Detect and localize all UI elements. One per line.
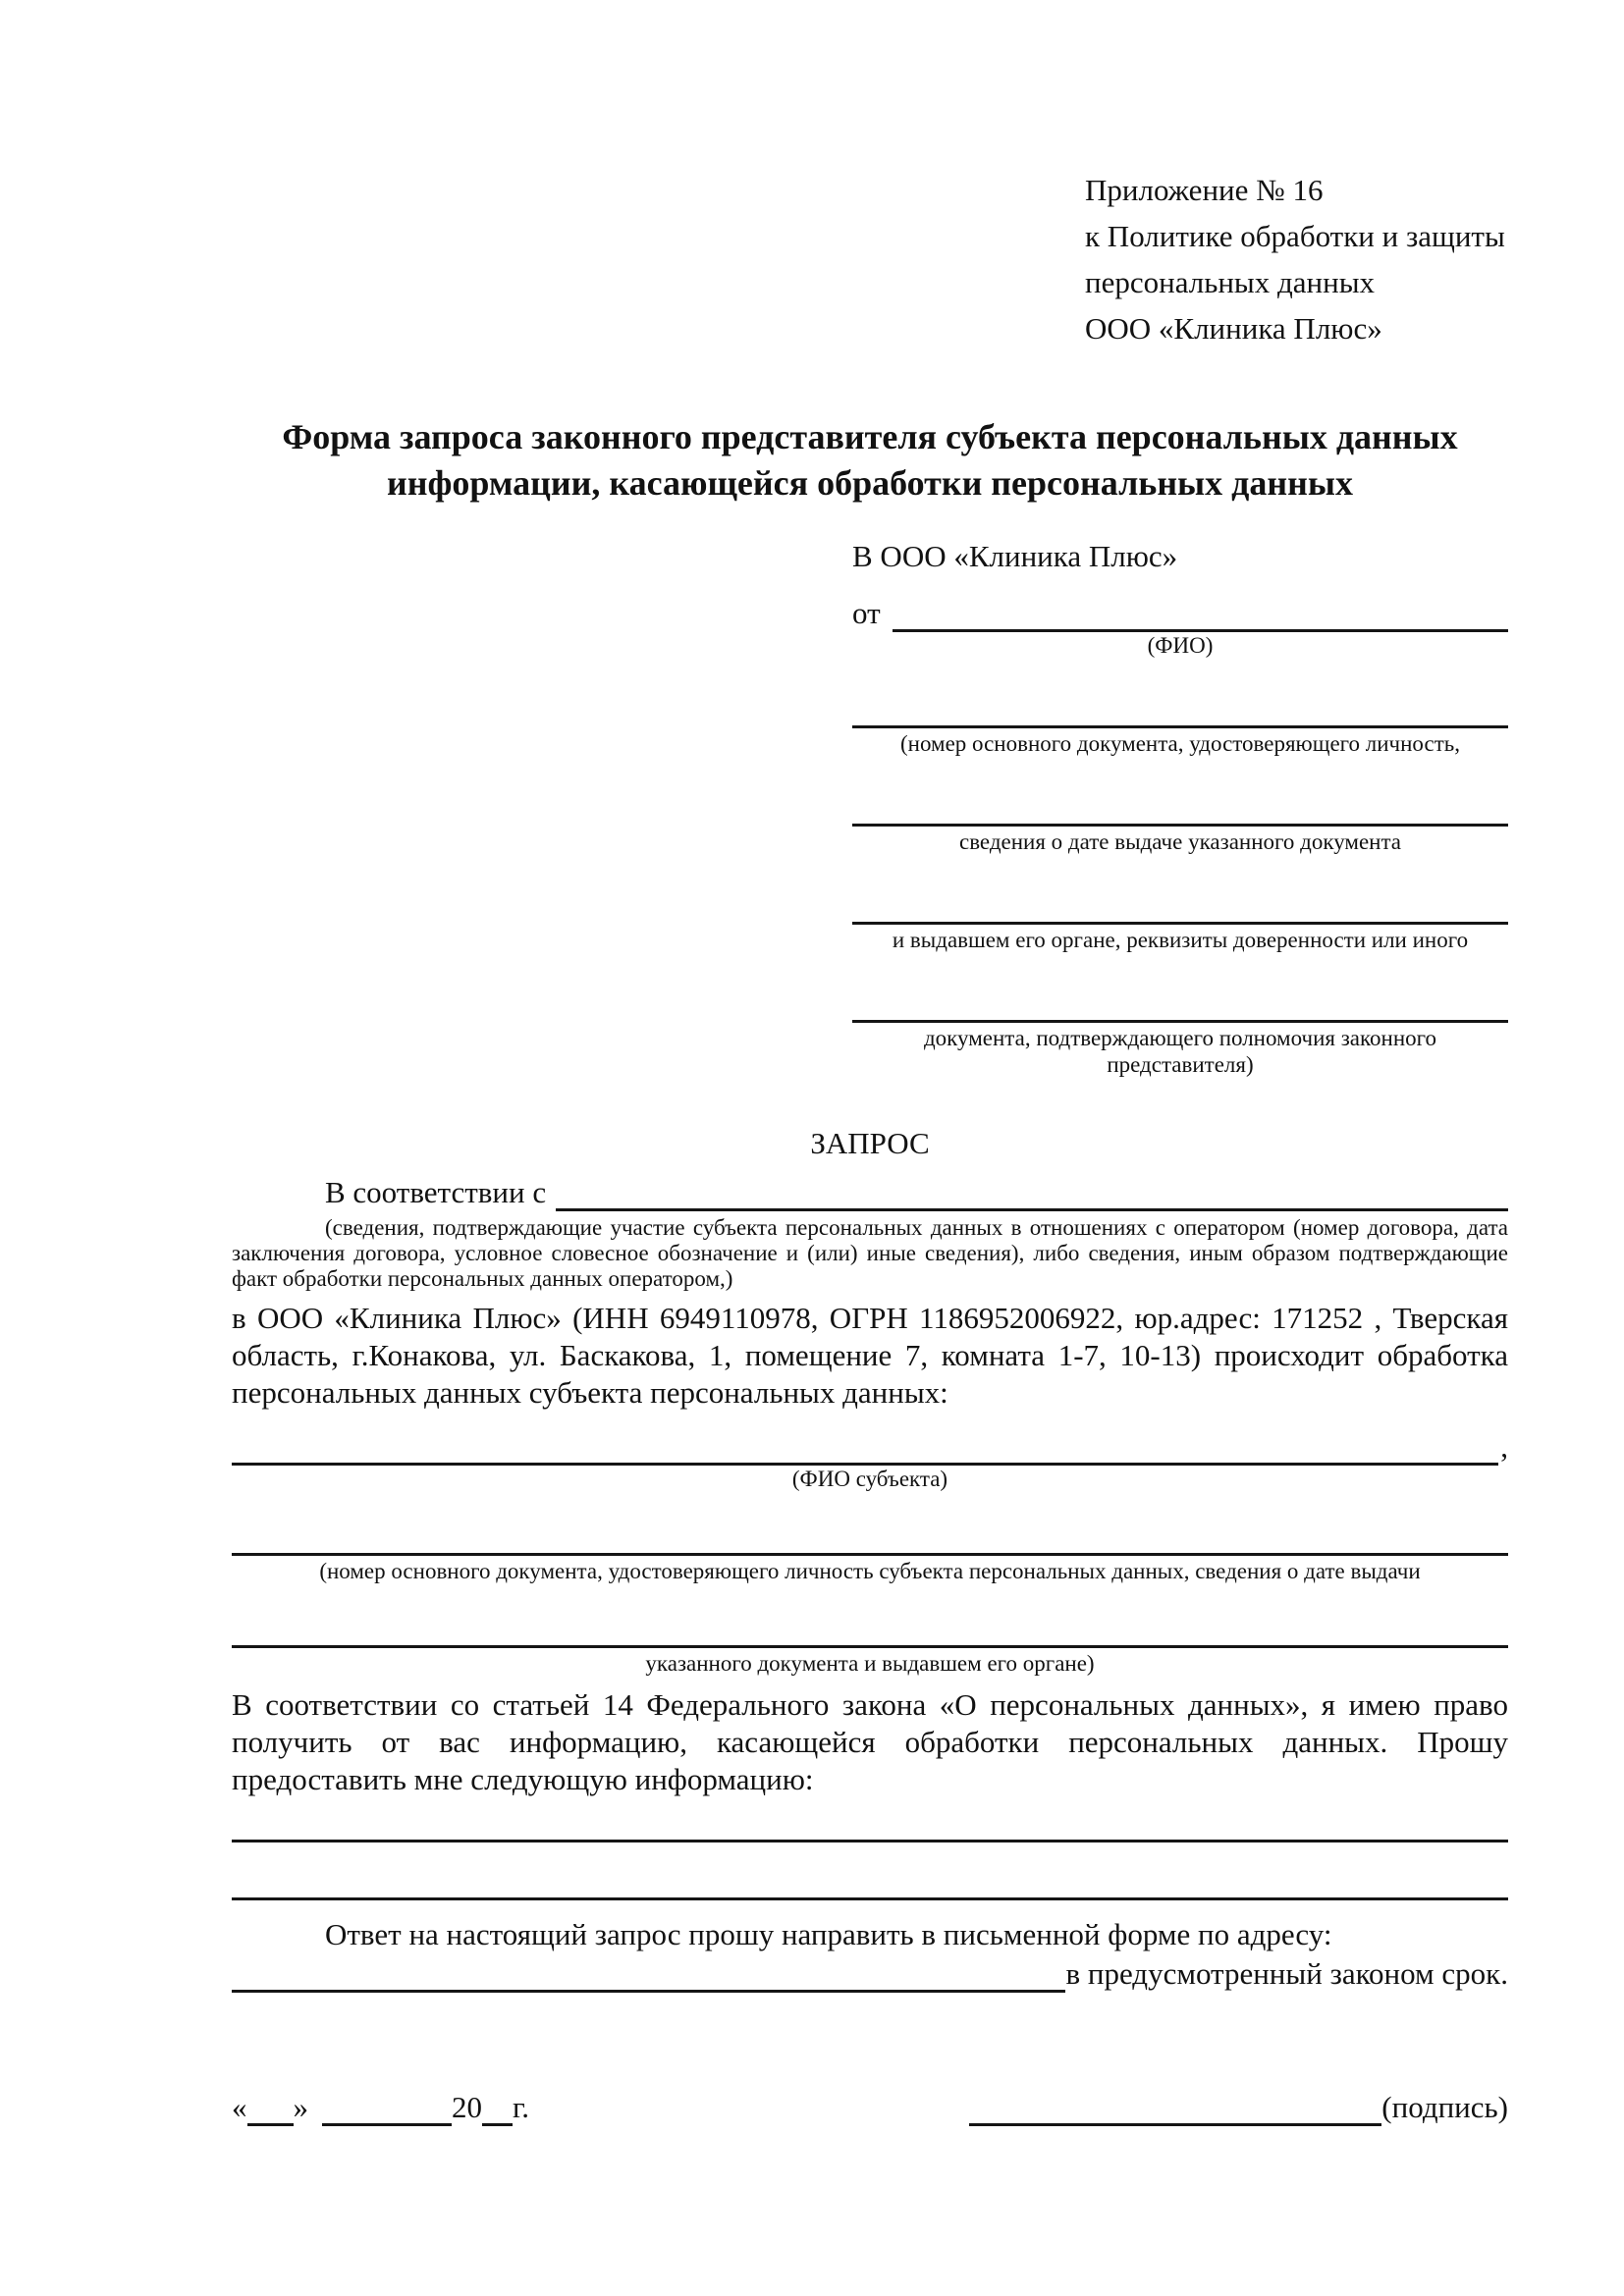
- intro-label: В соответствии с: [325, 1175, 547, 1209]
- reply-tail: в предусмотренный законом срок.: [1065, 1956, 1508, 1991]
- basis-field[interactable]: [556, 1175, 1508, 1211]
- fio-field[interactable]: [893, 590, 1508, 632]
- subject-doc-caption: (номер основного документа, удостоверяющего личность субъекта персональных данных, сведения о дате выдачи: [319, 1559, 1421, 1583]
- addressee-to: В ООО «Клиника Плюс»: [852, 539, 1178, 573]
- doc-number-caption: (номер основного документа, удостоверяющего личность,: [899, 731, 1460, 756]
- doc-power-caption: документа, подтверждающего полномочия законного представителя): [923, 1026, 1436, 1077]
- subject-doc-authority-field[interactable]: [232, 1610, 1508, 1648]
- signature-row: [969, 2089, 1508, 2126]
- reply-address-row: [232, 1955, 1508, 1993]
- subject-fio-caption: (ФИО субъекта): [791, 1467, 948, 1491]
- appendix-header: [1085, 167, 1508, 351]
- from-row: [852, 577, 1508, 632]
- representative-doc-field: [852, 855, 1508, 953]
- from-label: от: [852, 596, 881, 630]
- quote-open: «: [232, 2090, 247, 2124]
- subject-fio-comma: ,: [1500, 1429, 1508, 1464]
- representative-doc-field: [852, 659, 1508, 757]
- date-day-blank[interactable]: [247, 2094, 294, 2126]
- doc-number-field[interactable]: [852, 688, 1508, 728]
- date-year-blank[interactable]: [482, 2094, 513, 2126]
- quote-close: »: [293, 2090, 308, 2124]
- representative-doc-field: [852, 953, 1508, 1078]
- fio-caption: (ФИО): [1147, 633, 1214, 658]
- appendix-line: к Политике обработки и защиты: [1085, 219, 1505, 253]
- footer-row: [232, 2089, 1508, 2126]
- subject-fio-field[interactable]: [232, 1427, 1498, 1466]
- reply-paragraph: Ответ на настоящий запрос прошу направить в письменной форме по адресу:: [325, 1917, 1332, 1951]
- intro-row: [232, 1174, 1508, 1211]
- reply-address-field[interactable]: [232, 1956, 1065, 1993]
- subject-doc-field: [232, 1584, 1508, 1677]
- appendix-line: персональных данных: [1085, 265, 1376, 299]
- representative-doc-field: [852, 757, 1508, 855]
- subject-fio-row: [232, 1427, 1508, 1466]
- doc-power-field[interactable]: [852, 983, 1508, 1023]
- info-blank-line[interactable]: [232, 1840, 1508, 1842]
- operator-paragraph: в ООО «Клиника Плюс» (ИНН 6949110978, ОГРН 1186952006922, юр.адрес: 171252 , Тверская область, г.Конакова, ул. Баскакова, 1, помещение 7, комната 1-7, 10-13) происходит обработка персональных данных субъекта персональных данных:: [232, 1301, 1508, 1410]
- signature-caption: (подпись): [1381, 2090, 1508, 2124]
- doc-authority-field[interactable]: [852, 884, 1508, 925]
- date-month-blank[interactable]: [322, 2094, 452, 2126]
- subject-doc-authority-caption: указанного документа и выдавшем его органе): [645, 1651, 1095, 1676]
- intro-note: (сведения, подтверждающие участие субъекта персональных данных в отношениях с оператором (номер договора, дата заключения договора, условное словесное обозначение и (или) иные сведения), либо сведения, иным образом подтверждающие факт обработки персональных данных оператором,): [232, 1215, 1508, 1291]
- doc-date-caption: сведения о дате выдаче указанного документа: [958, 829, 1402, 854]
- date-year-suffix: г.: [513, 2090, 529, 2124]
- subject-doc-field: [232, 1492, 1508, 1584]
- addressee-block: [852, 536, 1508, 1078]
- appendix-line: ООО «Клиника Плюс»: [1085, 311, 1382, 346]
- subject-doc-number-field[interactable]: [232, 1518, 1508, 1556]
- page-title: Форма запроса законного представителя субъекта персональных данных информации, касающейся обработки персональных данных: [282, 417, 1458, 503]
- date-row: [232, 2089, 529, 2126]
- law-paragraph: В соответствии со статьей 14 Федерального закона «О персональных данных», я имею право получить от вас информацию, касающейся обработки персональных данных. Прошу предоставить мне следующую информацию:: [232, 1687, 1508, 1796]
- appendix-line: Приложение № 16: [1085, 173, 1324, 207]
- request-heading: ЗАПРОС: [810, 1126, 930, 1160]
- signature-field[interactable]: [969, 2094, 1381, 2126]
- info-blank-line[interactable]: [232, 1897, 1508, 1900]
- doc-date-field[interactable]: [852, 786, 1508, 827]
- date-century: 20: [452, 2090, 482, 2124]
- doc-authority-caption: и выдавшем его органе, реквизиты доверенности или иного: [892, 928, 1469, 952]
